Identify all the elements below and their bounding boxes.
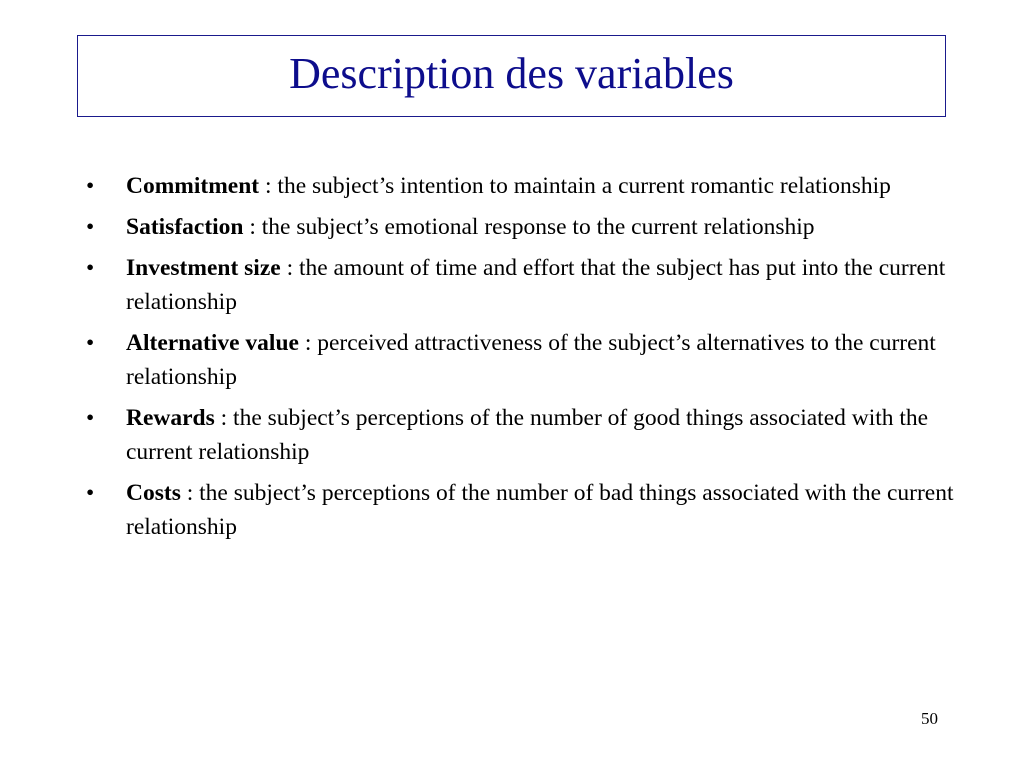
bullet-description: : the subject’s perceptions of the number of good things associated with the current relationship (126, 405, 929, 465)
bullet-icon: • (86, 330, 95, 356)
bullet-description: : the subject’s perceptions of the number of bad things associated with the current relationship (126, 480, 954, 540)
bullet-description: : the subject’s intention to maintain a current romantic relationship (259, 173, 891, 199)
bullet-term: Commitment (126, 173, 260, 199)
bullet-icon: • (86, 255, 95, 281)
page-number: 50 (921, 709, 938, 728)
bullet-icon: • (86, 405, 95, 431)
bullet-item-rewards (86, 401, 966, 469)
bullet-description: : perceived attractiveness of the subject’s alternatives to the current relationship (126, 330, 936, 390)
bullet-item-commitment (86, 169, 966, 203)
bullet-icon: • (86, 480, 95, 506)
bullet-term: Satisfaction (126, 214, 244, 240)
bullet-item-costs (86, 476, 966, 544)
bullet-icon: • (86, 214, 95, 240)
bullet-list (86, 169, 966, 551)
bullet-icon: • (86, 173, 95, 199)
bullet-item-alternative-value (86, 326, 966, 394)
bullet-term: Investment size (126, 255, 281, 281)
bullet-term: Alternative value (126, 330, 299, 356)
bullet-term: Rewards (126, 405, 215, 431)
bullet-description: : the subject’s emotional response to the current relationship (243, 214, 815, 240)
bullet-description: : the amount of time and effort that the subject has put into the current relationship (126, 255, 946, 315)
bullet-item-investment-size (86, 251, 966, 319)
slide-title: Description des variables (289, 49, 734, 98)
bullet-item-satisfaction (86, 210, 966, 244)
title-box (77, 35, 946, 117)
bullet-term: Costs (126, 480, 181, 506)
